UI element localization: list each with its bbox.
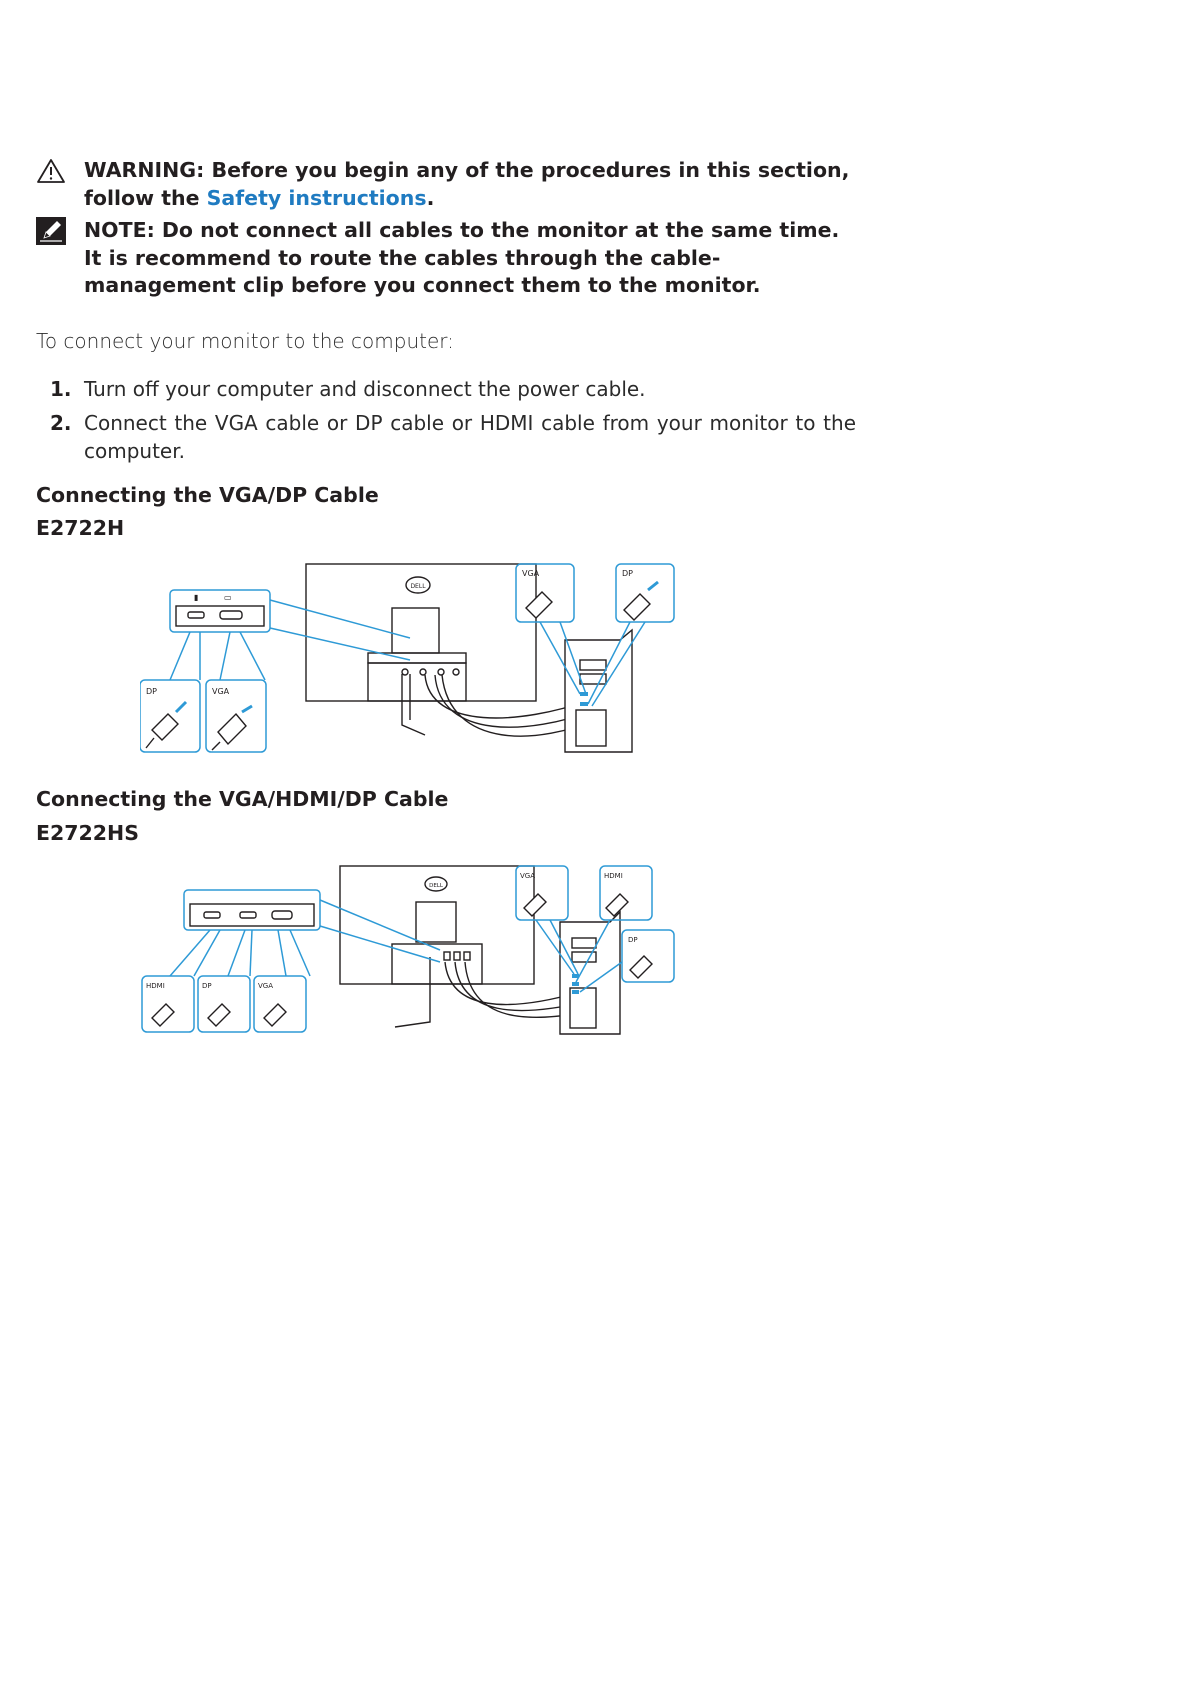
stand-neck: [416, 902, 456, 942]
pc-port-highlight: [580, 692, 588, 696]
section1-model: E2722H: [36, 516, 125, 540]
pc-hdmi-connector-label: HDMI: [604, 872, 623, 880]
callout-line: [278, 930, 286, 976]
port-panel: [368, 663, 466, 701]
port-slot: [464, 952, 470, 960]
dp-plug-icon: [630, 956, 652, 978]
callout-line: [290, 930, 310, 976]
port-slot: [444, 952, 450, 960]
note-notice: [36, 217, 856, 300]
callout-line: [170, 632, 190, 680]
hdmi-port: [204, 912, 220, 918]
dell-logo-text: DELL: [429, 883, 443, 889]
stand-leg: [395, 957, 430, 1027]
port-callout: [184, 890, 320, 930]
dp-plug-icon: [208, 1004, 230, 1026]
section1-heading: Connecting the VGA/DP Cable: [36, 483, 379, 507]
safety-instructions-link[interactable]: Safety instructions: [206, 185, 427, 210]
vga-plug-icon: [218, 714, 246, 744]
pc-tower: [565, 630, 632, 752]
port-strip: [190, 904, 314, 926]
hdmi-plug-icon: [152, 1004, 174, 1026]
vga-port-symbol-icon: ▭: [224, 593, 232, 602]
callout-line: [228, 930, 245, 976]
insert-arrow-icon: [242, 706, 252, 712]
warning-period: .: [426, 185, 435, 210]
step-item: [36, 410, 856, 465]
stand-leg: [402, 674, 425, 735]
dell-logo-text: DELL: [410, 583, 426, 590]
dp-port-symbol-icon: ▮: [194, 593, 199, 602]
hdmi-plug-icon: [606, 894, 628, 916]
stand-neck: [392, 608, 439, 653]
step-text: Turn off your computer and disconnect the power cable.: [84, 377, 646, 401]
section2-model: E2722HS: [36, 821, 139, 845]
dp-connector-label: DP: [146, 687, 157, 696]
vga-connector-label: VGA: [212, 687, 230, 696]
callout-line: [194, 930, 220, 976]
step-number: 2.: [50, 411, 72, 435]
pc-dp-connector-label: DP: [622, 569, 633, 578]
vga-port: [220, 611, 242, 619]
warning-text: WARNING: Before you begin any of the procedures in this section, follow the: [84, 158, 850, 210]
warning-triangle-icon: [36, 157, 66, 187]
callout-line: [220, 632, 230, 680]
pc-port-highlight: [572, 982, 579, 986]
step-number: 1.: [50, 377, 72, 401]
diagram-vga-hdmi-dp: [140, 862, 740, 1042]
hdmi-connector-label: HDMI: [146, 982, 165, 990]
vga-plug-icon: [264, 1004, 286, 1026]
callout-line: [250, 930, 252, 976]
vga-port: [272, 911, 292, 919]
dp-plug-icon: [624, 594, 650, 620]
warning-notice: [36, 157, 856, 212]
insert-arrow-icon: [648, 582, 658, 590]
callout-line: [320, 900, 440, 950]
port-dot: [420, 669, 426, 675]
pc-dp-connector-label: DP: [628, 936, 638, 944]
section2-heading: Connecting the VGA/HDMI/DP Cable: [36, 787, 449, 811]
port-dot: [438, 669, 444, 675]
vga-plug-icon: [524, 894, 546, 916]
pc-tower: [560, 912, 620, 1034]
step-item: [36, 376, 856, 404]
pc-port-highlight: [572, 990, 579, 994]
pc-vga-connector-label: VGA: [520, 872, 536, 880]
intro-text: To connect your monitor to the computer:: [36, 329, 454, 353]
vga-plug-icon: [526, 592, 552, 618]
note-pencil-icon: [36, 217, 66, 247]
callout-line: [240, 632, 265, 680]
note-text: NOTE: Do not connect all cables to the monitor at the same time. It is recommend to route the cables through the cable-management clip before you connect them to the monitor.: [84, 218, 840, 297]
dp-port: [188, 612, 204, 618]
pc-vga-connector-label: VGA: [522, 569, 540, 578]
insert-arrow-icon: [176, 702, 186, 712]
callout-line: [170, 930, 210, 976]
vga-connector-label: VGA: [258, 982, 274, 990]
vga-cable-tail: [212, 742, 220, 750]
step-text: Connect the VGA cable or DP cable or HDMI cable from your monitor to the computer.: [84, 411, 856, 463]
dp-plug-icon: [152, 714, 178, 740]
diagram-vga-dp: [140, 560, 740, 760]
dp-port: [240, 912, 256, 918]
port-dot: [402, 669, 408, 675]
pc-port-highlight: [580, 702, 588, 706]
port-dot: [453, 669, 459, 675]
dp-cable-tail: [146, 738, 154, 748]
port-slot: [454, 952, 460, 960]
dp-connector-label: DP: [202, 982, 212, 990]
